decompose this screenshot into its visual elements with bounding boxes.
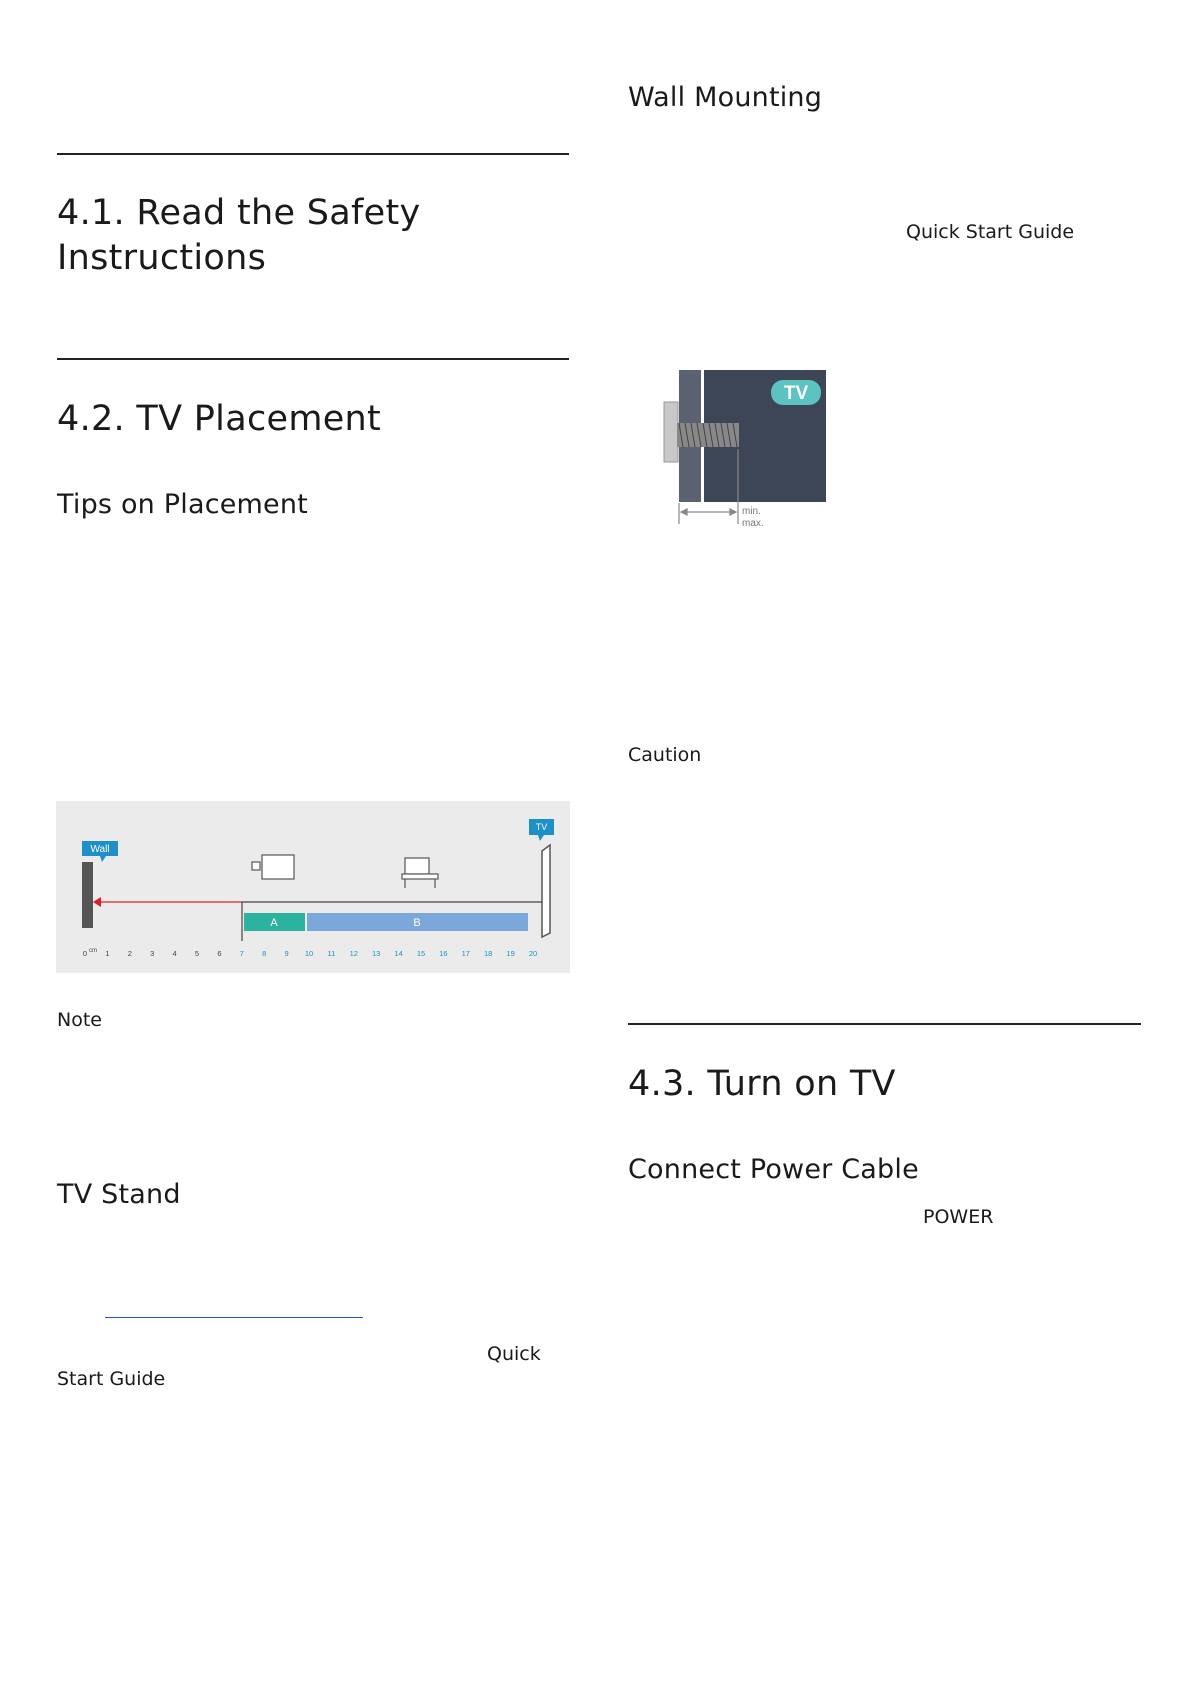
wall-badge-label: Wall [90,844,110,855]
scale-tick-label: 13 [372,949,381,958]
scale-tick-label: 6 [217,949,222,958]
max-label: max. [742,518,764,529]
wall-mount-diagram [662,367,832,532]
scale-tick-label: 20 [528,949,538,958]
scale-tick-label: 15 [416,949,426,958]
scale-tick-label: 16 [439,949,448,958]
subheading-tips: Tips on Placement [57,489,308,520]
subheading-wall-mounting: Wall Mounting [628,82,823,113]
quick-start-guide-ref-part2: Start Guide [57,1368,166,1390]
scale-tick-label: 3 [150,949,155,958]
scale-tick-label: 8 [262,949,267,958]
scale-tick-label: 12 [349,949,358,958]
section-divider-3 [628,1023,1141,1025]
scale-tick-label: 18 [484,949,493,958]
section-heading-turn-on: 4.3. Turn on TV [628,1064,896,1104]
scale-tick-label: 9 [284,949,289,958]
section-divider-1 [57,153,569,155]
distance-scale [83,948,537,958]
scale-tick-label: 11 [327,949,336,958]
scale-unit-label: cm [89,948,97,954]
subheading-tv-stand: TV Stand [57,1179,181,1210]
zone-b-label: B [413,917,421,929]
scale-tick-label: 0 [82,949,88,958]
tv-badge-label: TV [535,822,548,832]
quick-start-guide-ref: Quick Start Guide [906,221,1075,243]
scale-tick-label: 17 [461,949,470,958]
zone-a-label: A [270,917,278,929]
section-heading-placement: 4.2. TV Placement [57,399,382,439]
placement-distance-diagram [56,801,570,973]
scale-tick-label: 7 [239,949,244,958]
scale-tick-label: 19 [506,949,515,958]
note-label: Note [57,1009,102,1031]
tv-badge-text: TV [783,383,809,404]
scale-tick-label: 10 [304,949,314,958]
quick-start-guide-ref-part1: Quick [487,1343,541,1365]
scale-tick-label: 1 [105,949,110,958]
section-divider-2 [57,358,569,360]
subheading-power-cable: Connect Power Cable [628,1154,919,1185]
diagram-background [56,801,570,973]
hyperlink-underline[interactable] [105,1317,363,1318]
tv-profile-shape [542,845,550,937]
scale-tick-label: 14 [394,949,403,958]
section-heading-safety: 4.1. Read the Safety Instructions [57,193,421,278]
min-label: min. [742,506,761,517]
power-label: POWER [923,1206,994,1228]
scale-tick-label: 5 [194,949,200,958]
wall-shape [82,862,93,928]
bracket-shape [664,402,678,462]
scale-tick-label: 2 [127,949,132,958]
screw-shape [677,423,739,447]
scale-tick-label: 4 [172,949,177,958]
caution-label: Caution [628,744,702,766]
